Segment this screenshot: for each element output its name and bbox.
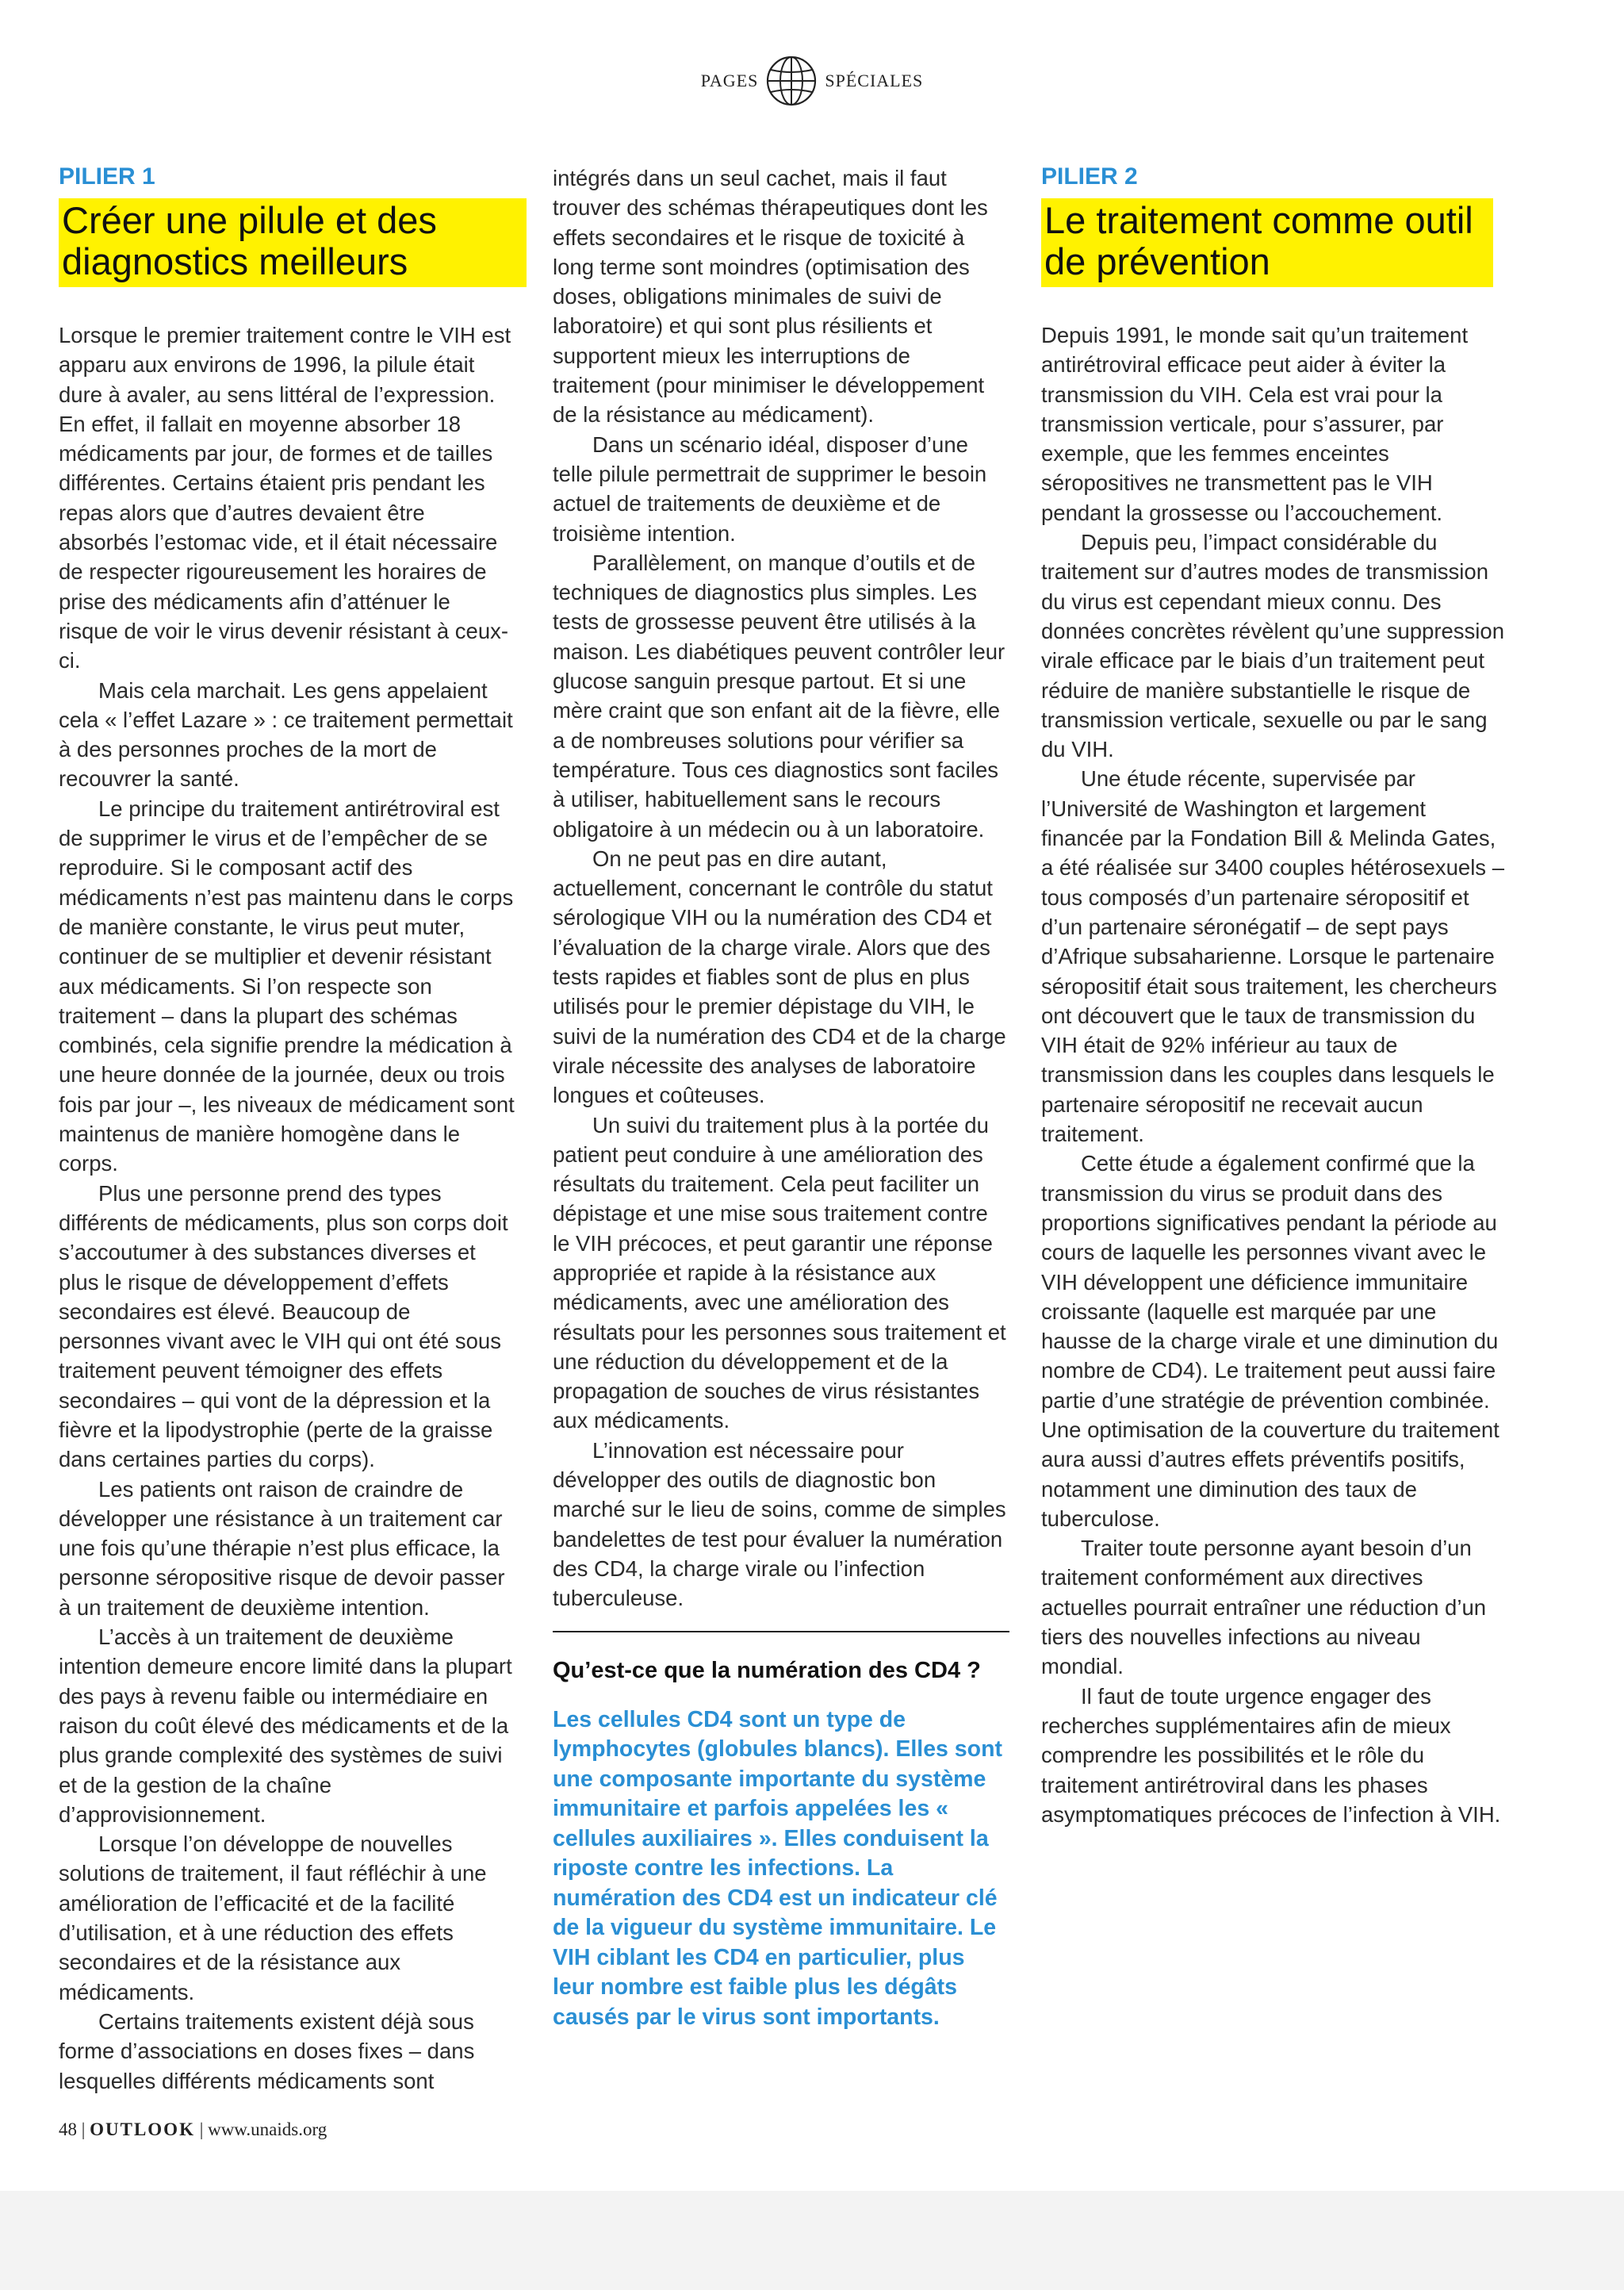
paragraph: Lorsque le premier traitement contre le VIH est apparu aux environs de 1996, la pilule était dure à avaler, au sens littéral de l’expression. En effet, il fallait en moyenne absorber 18 médicaments par jour, de formes et de tailles différentes. Certains étaient pris pendant les repas alors que d’autres devaient être absorbés l’estomac vide, et il était nécessaire de respecter rigoureusement les horaires de prise des médicaments afin d’atténuer le risque de voir le virus devenir résistant à ceux-ci. <box>59 323 511 673</box>
page-footer <box>59 2119 327 2140</box>
pillar-1-title: Créer une pilule et des diagnostics meilleurs <box>59 198 527 287</box>
paragraph: intégrés dans un seul cachet, mais il faut trouver des schémas thérapeutiques dont les effets secondaires et le risque de toxicité à long terme sont moindres (optimisation des doses, obligations minimales de suivi de laboratoire) et qui sont plus résilients et supportent mieux les interruptions de traitement (pour minimiser le développement de la résistance au médicament). <box>553 166 988 428</box>
pillar-2-title: Le traitement comme outil de prévention <box>1041 198 1493 287</box>
paragraph: Mais cela marchait. Les gens appelaient cela « l’effet Lazare » : ce traitement permettait à des personnes proches de la mort de recouvrer la santé. <box>59 677 513 792</box>
cd4-box-body: Les cellules CD4 sont un type de lymphocytes (globules blancs). Elles sont une composante importante du système immunitaire et parfois appelées les « cellules auxiliaires ». Elles conduisent la riposte contre les infections. La numération des CD4 est un indicateur clé de la vigueur du système immunitaire. Le VIH ciblant les CD4 en particulier, plus leur nombre est faible plus les dégâts causés par le virus sont importants. <box>553 1706 1002 2030</box>
globe-icon <box>763 52 820 109</box>
footer-url[interactable]: www.unaids.org <box>208 2119 327 2139</box>
paragraph: L’innovation est nécessaire pour développer des outils de diagnostic bon marché sur le lieu de soins, comme de simples bandelettes de test pour évaluer la numération des CD4, la charge virale ou l’infection tuberculeuse. <box>553 1437 1006 1611</box>
paragraph: Certains traitements existent déjà sous forme d’associations en doses fixes – dans lesquelles différents médicaments sont <box>59 2008 475 2093</box>
paragraph: Il faut de toute urgence engager des recherches supplémentaires afin de mieux comprendre les possibilités et le rôle du traitement antirétroviral dans les phases asymptomatiques précoces de l’infection à VIH. <box>1041 1683 1501 1827</box>
magazine-name: OUTLOOK <box>90 2119 195 2139</box>
header-right: SPÉCIALES <box>825 71 924 90</box>
pillar-2-label: PILIER 2 <box>1041 163 1138 190</box>
pillar-1-body <box>59 320 515 2096</box>
paragraph: Dans un scénario idéal, disposer d’une telle pilule permettrait de supprimer le besoin actuel de traitements de deuxième et de troisième intention. <box>553 432 987 546</box>
page-number: 48 <box>59 2119 77 2139</box>
paragraph: Les patients ont raison de craindre de développer une résistance à un traitement car une fois qu’une thérapie n’est plus efficace, la personne séropositive risque de devoir passer à un traitement de deuxième intention. <box>59 1476 505 1620</box>
paragraph: Cette étude a également confirmé que la transmission du virus se produit dans des proportions significatives pendant la période au cours de laquelle les personnes vivant avec le VIH développent une déficience immunitaire croissante (laquelle est marquée par une hausse de la charge virale et une diminution du nombre de CD4). Le traitement peut aussi faire partie d’une stratégie de prévention combinée. Une optimisation de la couverture du traitement aura aussi d’autres effets préventifs positifs, notamment une diminution des taux de tuberculose. <box>1041 1151 1500 1531</box>
cd4-box-title: Qu’est-ce que la numération des CD4 ? <box>553 1657 981 1683</box>
cd4-info-box <box>553 1631 1009 2033</box>
header-left: PAGES <box>700 71 759 90</box>
footer-separator: | <box>81 2119 86 2139</box>
paragraph: Une étude récente, supervisée par l’Université de Washington et largement financée par la Fondation Bill & Melinda Gates, a été réalisée sur 3400 couples hétérosexuels – tous composés d’un partenaire séropositif et d’un partenaire séronégatif – de sept pays d’Afrique subsaharienne. Lorsque le partenaire séropositif était sous traitement, les chercheurs ont découvert que le taux de transmission du VIH était de 92% inférieur au taux de transmission dans les couples dans lesquels le partenaire séropositif ne recevait aucun traitement. <box>1041 766 1504 1147</box>
paragraph: On ne peut pas en dire autant, actuellement, concernant le contrôle du statut sérologique VIH ou la numération des CD4 et l’évaluation de la charge virale. Alors que des tests rapides et fiables sont de plus en plus utilisés pour le premier dépistage du VIH, le suivi de la numération des CD4 et de la charge virale nécessite des analyses de laboratoire longues et coûteuses. <box>553 846 1006 1108</box>
paragraph: Parallèlement, on manque d’outils et de techniques de diagnostics plus simples. Les tests de grossesse peuvent être utilisés à la maison. Les diabétiques peuvent contrôler leur glucose sanguin presque partout. Et si une mère craint que son enfant ait de la fièvre, elle a de nombreuses solutions pour vérifier sa température. Tous ces diagnostics sont faciles à utiliser, habituellement sans le recours obligatoire à un médecin ou à un laboratoire. <box>553 550 1005 842</box>
pillar-1-label: PILIER 1 <box>59 163 155 190</box>
middle-body <box>553 163 1009 1613</box>
paragraph: Depuis 1991, le monde sait qu’un traitement antirétroviral efficace peut aider à éviter la transmission du VIH. Cela est vrai pour la transmission verticale, pour s’assurer, par exemple, que les femmes enceintes séropositives ne transmettent pas le VIH pendant la grossesse ou l’accouchement. <box>1041 323 1469 525</box>
paragraph: Depuis peu, l’impact considérable du traitement sur d’autres modes de transmission du virus est cependant mieux connu. Des données concrètes révèlent qu’une suppression virale efficace par le biais d’un traitement peut réduire de manière substantielle le risque de transmission verticale, sexuelle ou par le sang du VIH. <box>1041 530 1504 762</box>
column-middle <box>553 163 1009 2032</box>
paragraph: Un suivi du traitement plus à la portée du patient peut conduire à une amélioration des résultats du traitement. Cela peut faciliter un dépistage et une mise sous traitement contre le VIH précoces, et peut garantir une réponse appropriée et rapide à la résistance aux médicaments, avec une amélioration des résultats pour les personnes sous traitement et une réduction du développement et de la propagation de souches de virus résistantes aux médicaments. <box>553 1112 1006 1433</box>
footer-separator: | <box>199 2119 204 2139</box>
paragraph: Lorsque l’on développe de nouvelles solutions de traitement, il faut réfléchir à une amélioration de l’efficacité et de la facilité d’utilisation, et à une réduction des effets secondaires et de la résistance aux médicaments. <box>59 1832 487 2004</box>
bottom-margin <box>0 2191 1624 2290</box>
column-pillar-1 <box>59 163 515 2096</box>
paragraph: L’accès à un traitement de deuxième intention demeure encore limité dans la plupart des pays à revenu faible ou intermédiaire en raison du coût élevé des médicaments et de la plus grande complexité des systèmes de suivi et de la gestion de la chaîne d’approvisionnement. <box>59 1624 512 1827</box>
page-header <box>0 54 1624 108</box>
column-pillar-2 <box>1041 163 1507 1829</box>
pillar-2-body <box>1041 320 1507 1829</box>
paragraph: Traiter toute personne ayant besoin d’un traitement conformément aux directives actuelles pourrait entraîner une réduction d’un tiers des nouvelles infections au niveau mondial. <box>1041 1536 1487 1679</box>
paragraph: Plus une personne prend des types différents de médicaments, plus son corps doit s’accoutumer à des substances diverses et plus le risque de développement d’effets secondaires est élevé. Beaucoup de personnes vivant avec le VIH qui ont été sous traitement peuvent témoigner des effets secondaires – qui vont de la dépression et la fièvre et la lipodystrophie (perte de la graisse dans certaines parties du corps). <box>59 1180 508 1472</box>
paragraph: Le principe du traitement antirétroviral est de supprimer le virus et de l’empêcher de se reproduire. Si le composant actif des médicaments n’est pas maintenu dans le corps de manière constante, le virus peut muter, continuer de se multiplier et devenir résistant aux médicaments. Si l’on respecte son traitement – dans la plupart des schémas combinés, cela signifie prendre la médication à une heure donnée de la journée, deux ou trois fois par jour –, les niveaux de médicament sont maintenus de manière homogène dans le corps. <box>59 796 515 1176</box>
